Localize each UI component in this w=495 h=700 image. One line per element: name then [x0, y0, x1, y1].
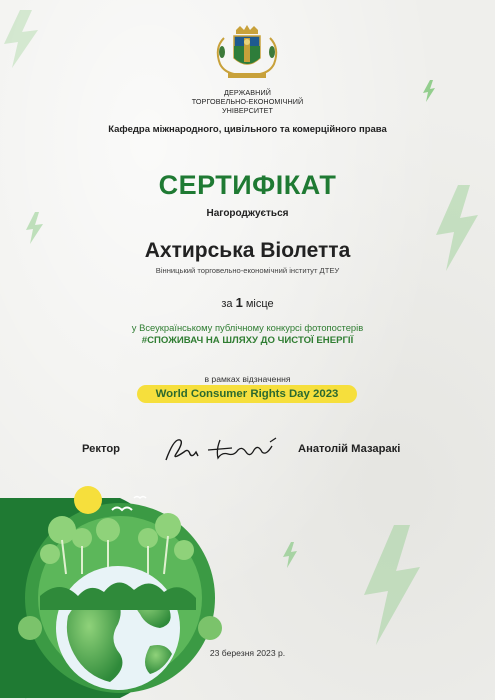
- within-label: в рамках відзначення: [204, 374, 291, 384]
- place-suffix: місце: [245, 298, 274, 310]
- signature: [162, 432, 282, 466]
- place-number: 1: [235, 295, 243, 310]
- event-badge: World Consumer Rights Day 2023: [137, 385, 357, 403]
- certificate-date: 23 березня 2023 р.: [209, 648, 286, 658]
- lightning-bolt-icon: [360, 525, 422, 645]
- university-name-line1: ДЕРЖАВНИЙ: [223, 88, 272, 97]
- department-name: Кафедра міжнародного, цивільного та комерційного права: [108, 124, 387, 135]
- contest-line: у Всеукраїнському публічному конкурсі фотопостерів: [131, 322, 364, 333]
- university-name-line2: ТОРГОВЕЛЬНО-ЕКОНОМІЧНИЙ: [191, 97, 304, 106]
- university-name: [0, 88, 495, 115]
- place-line: [0, 295, 495, 310]
- green-earth-illustration: [0, 478, 240, 700]
- place-prefix: за: [221, 298, 233, 310]
- lightning-bolt-icon: [0, 10, 42, 68]
- certificate-title: СЕРТИФІКАТ: [158, 170, 337, 200]
- signatory-name: Анатолій Мазаракі: [298, 443, 401, 455]
- lightning-bolt-icon: [282, 542, 298, 568]
- awarded-label: Нагороджується: [206, 208, 289, 219]
- contest-hashtag: #СПОЖИВАЧ НА ШЛЯХУ ДО ЧИСТОЇ ЕНЕРГІЇ: [141, 335, 354, 346]
- recipient-name: Ахтирська Віолетта: [144, 239, 351, 262]
- recipient-institution: Вінницький торговельно-економічний інститут ДТЕУ: [155, 266, 340, 275]
- university-name-line3: УНІВЕРСИТЕТ: [221, 106, 274, 115]
- signatory-role: Ректор: [82, 443, 121, 455]
- university-crest-icon: [210, 24, 284, 82]
